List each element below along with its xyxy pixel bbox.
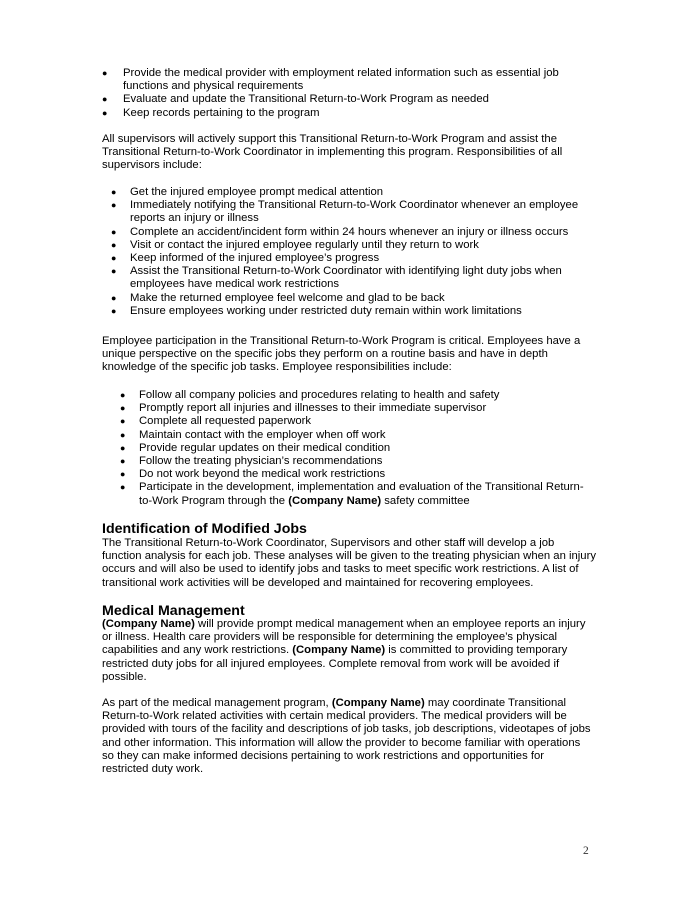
company-name: (Company Name) — [102, 618, 195, 630]
page-number: 2 — [583, 845, 589, 857]
section-heading-medical-management: Medical Management — [102, 603, 245, 619]
bullet-icon: ● — [102, 107, 108, 118]
supervisor-responsibilities-list — [111, 186, 591, 318]
list-item — [102, 93, 592, 106]
company-name: (Company Name) — [331, 697, 425, 709]
list-item — [120, 442, 592, 455]
section-heading-modified-jobs: Identification of Modified Jobs — [102, 521, 307, 537]
list-item-text — [139, 481, 584, 506]
company-name: (Company Name) — [292, 644, 386, 657]
list-item-text: Follow all company policies and procedures relating to health and safety — [139, 389, 500, 401]
list-item-text: Complete an accident/incident form within 24 hours whenever an injury or illness occurs — [130, 225, 569, 238]
company-name: (Company Name) — [288, 494, 382, 507]
list-item-text: Keep records pertaining to the program — [123, 106, 320, 119]
bullet-icon: ● — [120, 469, 126, 480]
supervisors-paragraph: All supervisors will actively support this Transitional Return-to-Work Program and assist the Transitional Return-to-Work Coordinator in implementing this program. Responsibilities of all supervisors include: — [102, 133, 563, 172]
bullet-icon: ● — [111, 253, 117, 264]
list-item — [120, 389, 592, 402]
bullet-icon: ● — [102, 68, 108, 78]
list-item — [111, 265, 591, 291]
bullet-icon: ● — [111, 187, 117, 197]
bullet-icon: ● — [111, 305, 117, 316]
medical-management-paragraph-1 — [102, 618, 592, 684]
list-item-text: Make the returned employee feel welcome and glad to be back — [130, 291, 445, 304]
coordinator-responsibilities-list — [102, 67, 592, 120]
list-item — [102, 67, 592, 93]
list-item-text: Follow the treating physician’s recommendations — [139, 455, 383, 468]
list-item-text-part: safety committee — [381, 494, 470, 507]
list-item-text: Assist the Transitional Return-to-Work Coordinator with identifying light duty jobs when employees have medical work restrictions — [130, 265, 562, 291]
list-item — [111, 252, 591, 265]
bullet-icon: ● — [120, 390, 126, 400]
paragraph-text: may coordinate Transitional Return-to-Work related activities with certain medical providers. The medical providers will be provided with tours of the facility and descriptions of job tasks, job descriptions, videotapes of jobs and other information. This information will allow the provider to become familiar with operations so they can make informed decisions pertaining to work restrictions and opportunities for restricted duty work. — [102, 697, 591, 776]
list-item-text: Evaluate and update the Transitional Return-to-Work Program as needed — [123, 93, 489, 106]
list-item — [120, 455, 592, 468]
employees-paragraph: Employee participation in the Transitional Return-to-Work Program is critical. Employees have a unique perspective on the specific jobs they perform on a routine basis and have in depth knowledge of the specific job tasks. Employee responsibilities include: — [102, 335, 581, 374]
list-item — [120, 429, 592, 442]
list-item — [111, 305, 591, 318]
list-item-text: Provide regular updates on their medical condition — [139, 441, 391, 454]
employee-responsibilities-list — [120, 389, 592, 508]
medical-management-paragraph-2 — [102, 697, 592, 776]
list-item — [120, 402, 592, 415]
bullet-icon: ● — [120, 429, 126, 440]
list-item-text: Visit or contact the injured employee regularly until they return to work — [130, 238, 479, 251]
list-item-text: Complete all requested paperwork — [139, 415, 312, 428]
list-item — [111, 239, 591, 252]
list-item — [120, 481, 592, 507]
list-item-text: Keep informed of the injured employee’s progress — [130, 252, 380, 265]
list-item-text: Get the injured employee prompt medical attention — [130, 186, 384, 198]
list-item-text-part: Participate in the development, implementation and evaluation of the Transitional Return-to-Work Program through the — [139, 481, 584, 507]
bullet-icon: ● — [111, 292, 117, 303]
list-item-text: Maintain contact with the employer when off work — [139, 428, 386, 441]
paragraph-text: is committed to providing temporary restricted duty jobs for all injured employees. Complete removal from work will be avoided if possible. — [102, 644, 568, 683]
bullet-icon: ● — [120, 456, 126, 467]
list-item — [111, 199, 591, 225]
list-item — [111, 292, 591, 305]
bullet-icon: ● — [120, 442, 126, 453]
paragraph-text: As part of the medical management program, — [102, 697, 332, 709]
paragraph-text: will provide prompt medical management when an employee reports an injury or illness. Health care providers will be responsible for determining the employee’s physical capabilities and any work restrictions. — [102, 618, 586, 657]
list-item-text: Promptly report all injuries and illnesses to their immediate supervisor — [139, 402, 487, 415]
list-item — [111, 226, 591, 239]
list-item — [120, 468, 592, 481]
bullet-icon: ● — [111, 266, 117, 277]
bullet-icon: ● — [120, 403, 126, 414]
list-item-text: Immediately notifying the Transitional Return-to-Work Coordinator whenever an employee reports an injury or illness — [130, 199, 579, 225]
modified-jobs-paragraph: The Transitional Return-to-Work Coordinator, Supervisors and other staff will develop a job function analysis for each job. These analyses will be given to the treating physician when an injury occurs and will also be used to identify jobs and tasks to meet specific work restrictions. A list of transitional work activities will be developed and maintained for recovering employees. — [102, 537, 597, 589]
bullet-icon: ● — [111, 226, 117, 237]
bullet-icon: ● — [120, 416, 126, 427]
bullet-icon: ● — [120, 482, 126, 493]
list-item-text: Ensure employees working under restricted duty remain within work limitations — [130, 304, 522, 317]
list-item-text: Do not work beyond the medical work restrictions — [139, 468, 386, 481]
bullet-icon: ● — [111, 200, 117, 211]
bullet-icon: ● — [111, 239, 117, 250]
list-item — [120, 415, 592, 428]
list-item-text: Provide the medical provider with employment related information such as essential job functions and physical requirements — [123, 67, 559, 93]
bullet-icon: ● — [102, 94, 108, 105]
list-item — [102, 107, 592, 120]
list-item — [111, 186, 591, 199]
